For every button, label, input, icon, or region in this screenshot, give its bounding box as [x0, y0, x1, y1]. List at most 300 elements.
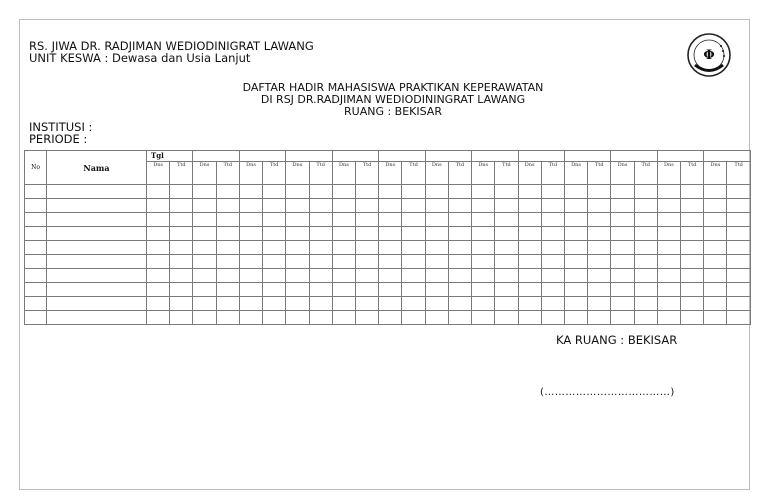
- cell-attendance: [495, 283, 518, 297]
- cell-no: [25, 283, 47, 297]
- table-row: [25, 199, 751, 213]
- cell-attendance: [216, 213, 239, 227]
- cell-attendance: [588, 283, 611, 297]
- cell-attendance: [727, 311, 750, 325]
- cell-attendance: [216, 283, 239, 297]
- cell-attendance: [611, 241, 634, 255]
- cell-attendance: [657, 255, 680, 269]
- cell-attendance: [309, 241, 332, 255]
- cell-attendance: [541, 311, 564, 325]
- cell-attendance: [355, 311, 378, 325]
- cell-attendance: [588, 311, 611, 325]
- date-header-cell: [518, 151, 564, 162]
- cell-attendance: [379, 297, 402, 311]
- cell-attendance: [309, 283, 332, 297]
- cell-attendance: [448, 269, 471, 283]
- cell-attendance: [170, 227, 193, 241]
- cell-nama: [47, 311, 147, 325]
- cell-attendance: [425, 283, 448, 297]
- cell-attendance: [518, 297, 541, 311]
- date-header-cell: [472, 151, 518, 162]
- cell-attendance: [727, 185, 750, 199]
- cell-attendance: [541, 297, 564, 311]
- cell-attendance: [170, 255, 193, 269]
- date-header-cell: [239, 151, 285, 162]
- cell-attendance: [402, 297, 425, 311]
- cell-attendance: [239, 297, 262, 311]
- date-header-cell: [657, 151, 703, 162]
- cell-attendance: [681, 227, 704, 241]
- cell-attendance: [170, 269, 193, 283]
- cell-attendance: [727, 297, 750, 311]
- cell-no: [25, 213, 47, 227]
- cell-attendance: [681, 241, 704, 255]
- cell-attendance: [472, 185, 495, 199]
- cell-attendance: [611, 213, 634, 227]
- cell-attendance: [309, 269, 332, 283]
- cell-attendance: [541, 185, 564, 199]
- cell-attendance: [332, 283, 355, 297]
- cell-attendance: [704, 199, 727, 213]
- cell-attendance: [402, 213, 425, 227]
- cell-attendance: [239, 185, 262, 199]
- cell-attendance: [448, 255, 471, 269]
- cell-attendance: [309, 185, 332, 199]
- cell-attendance: [681, 199, 704, 213]
- cell-attendance: [355, 199, 378, 213]
- column-header-tgl: Tgl: [147, 151, 193, 162]
- cell-nama: [47, 213, 147, 227]
- subheader-ttd: Ttd: [727, 162, 750, 185]
- cell-attendance: [355, 283, 378, 297]
- cell-attendance: [216, 241, 239, 255]
- cell-attendance: [681, 283, 704, 297]
- cell-attendance: [309, 227, 332, 241]
- cell-attendance: [564, 241, 587, 255]
- cell-attendance: [564, 213, 587, 227]
- cell-attendance: [634, 297, 657, 311]
- cell-attendance: [611, 185, 634, 199]
- cell-attendance: [518, 213, 541, 227]
- title-line-2: DI RSJ DR.RADJIMAN WEDIODININGRAT LAWANG: [260, 93, 526, 106]
- cell-nama: [47, 199, 147, 213]
- cell-attendance: [263, 185, 286, 199]
- cell-attendance: [611, 227, 634, 241]
- cell-attendance: [681, 213, 704, 227]
- cell-attendance: [402, 269, 425, 283]
- cell-attendance: [170, 283, 193, 297]
- subheader-dns: Dns: [147, 162, 170, 185]
- subheader-dns: Dns: [286, 162, 309, 185]
- subheader-ttd: Ttd: [263, 162, 286, 185]
- institusi-label: INSTITUSI :: [29, 120, 93, 134]
- column-header-nama: Nama: [47, 151, 147, 185]
- cell-attendance: [170, 199, 193, 213]
- cell-attendance: [193, 185, 216, 199]
- cell-attendance: [611, 255, 634, 269]
- cell-attendance: [681, 185, 704, 199]
- cell-attendance: [634, 269, 657, 283]
- cell-attendance: [332, 185, 355, 199]
- cell-attendance: [355, 213, 378, 227]
- cell-attendance: [239, 311, 262, 325]
- cell-attendance: [634, 283, 657, 297]
- cell-attendance: [727, 269, 750, 283]
- cell-nama: [47, 185, 147, 199]
- cell-attendance: [634, 241, 657, 255]
- subheader-ttd: Ttd: [355, 162, 378, 185]
- cell-attendance: [495, 241, 518, 255]
- cell-attendance: [147, 241, 170, 255]
- cell-attendance: [402, 185, 425, 199]
- date-header-cell: [286, 151, 332, 162]
- cell-attendance: [216, 269, 239, 283]
- cell-attendance: [263, 213, 286, 227]
- cell-attendance: [425, 269, 448, 283]
- subheader-ttd: Ttd: [448, 162, 471, 185]
- cell-attendance: [541, 227, 564, 241]
- cell-attendance: [657, 283, 680, 297]
- cell-attendance: [239, 199, 262, 213]
- cell-attendance: [472, 227, 495, 241]
- cell-attendance: [472, 255, 495, 269]
- cell-attendance: [193, 241, 216, 255]
- cell-attendance: [286, 311, 309, 325]
- table-row: [25, 255, 751, 269]
- subheader-ttd: Ttd: [681, 162, 704, 185]
- cell-attendance: [379, 269, 402, 283]
- cell-attendance: [472, 311, 495, 325]
- date-header-cell: [425, 151, 471, 162]
- date-header-cell: [704, 151, 750, 162]
- unit-name: UNIT KESWA : Dewasa dan Usia Lanjut: [29, 51, 251, 65]
- cell-attendance: [332, 213, 355, 227]
- subheader-dns: Dns: [518, 162, 541, 185]
- table-row: [25, 283, 751, 297]
- cell-attendance: [657, 185, 680, 199]
- cell-attendance: [564, 283, 587, 297]
- cell-attendance: [286, 283, 309, 297]
- cell-attendance: [170, 297, 193, 311]
- cell-attendance: [263, 269, 286, 283]
- cell-attendance: [216, 311, 239, 325]
- cell-attendance: [355, 241, 378, 255]
- cell-attendance: [611, 297, 634, 311]
- cell-attendance: [263, 283, 286, 297]
- subheader-dns: Dns: [704, 162, 727, 185]
- cell-attendance: [263, 255, 286, 269]
- cell-attendance: [727, 213, 750, 227]
- cell-attendance: [379, 213, 402, 227]
- cell-attendance: [332, 311, 355, 325]
- cell-attendance: [379, 185, 402, 199]
- cell-attendance: [681, 269, 704, 283]
- date-header-cell: [332, 151, 378, 162]
- cell-attendance: [588, 185, 611, 199]
- cell-no: [25, 185, 47, 199]
- cell-attendance: [216, 185, 239, 199]
- date-header-cell: [611, 151, 657, 162]
- cell-attendance: [193, 227, 216, 241]
- cell-attendance: [704, 311, 727, 325]
- cell-attendance: [402, 311, 425, 325]
- subheader-dns: Dns: [193, 162, 216, 185]
- cell-attendance: [634, 199, 657, 213]
- subheader-ttd: Ttd: [541, 162, 564, 185]
- cell-attendance: [588, 213, 611, 227]
- cell-attendance: [170, 213, 193, 227]
- cell-attendance: [402, 199, 425, 213]
- table-row: [25, 227, 751, 241]
- cell-attendance: [286, 199, 309, 213]
- cell-attendance: [611, 311, 634, 325]
- cell-no: [25, 297, 47, 311]
- cell-attendance: [379, 311, 402, 325]
- cell-attendance: [588, 269, 611, 283]
- cell-attendance: [588, 241, 611, 255]
- cell-attendance: [541, 283, 564, 297]
- cell-attendance: [681, 297, 704, 311]
- cell-nama: [47, 297, 147, 311]
- cell-no: [25, 241, 47, 255]
- cell-attendance: [239, 241, 262, 255]
- cell-attendance: [216, 227, 239, 241]
- cell-attendance: [657, 311, 680, 325]
- cell-attendance: [216, 199, 239, 213]
- cell-attendance: [657, 199, 680, 213]
- cell-attendance: [147, 297, 170, 311]
- cell-attendance: [588, 199, 611, 213]
- table-row: [25, 297, 751, 311]
- cell-attendance: [448, 227, 471, 241]
- cell-attendance: [402, 227, 425, 241]
- cell-attendance: [425, 297, 448, 311]
- cell-attendance: [193, 311, 216, 325]
- cell-attendance: [495, 199, 518, 213]
- cell-attendance: [286, 185, 309, 199]
- table-row: [25, 185, 751, 199]
- cell-nama: [47, 255, 147, 269]
- cell-attendance: [704, 255, 727, 269]
- cell-attendance: [541, 213, 564, 227]
- cell-attendance: [564, 269, 587, 283]
- cell-attendance: [147, 269, 170, 283]
- hospital-seal-icon: [686, 32, 732, 78]
- cell-attendance: [263, 297, 286, 311]
- cell-attendance: [402, 241, 425, 255]
- cell-attendance: [147, 283, 170, 297]
- cell-attendance: [309, 297, 332, 311]
- cell-attendance: [634, 185, 657, 199]
- cell-attendance: [495, 185, 518, 199]
- subheader-dns: Dns: [332, 162, 355, 185]
- cell-attendance: [541, 255, 564, 269]
- cell-attendance: [355, 185, 378, 199]
- cell-nama: [47, 241, 147, 255]
- cell-attendance: [332, 269, 355, 283]
- cell-attendance: [495, 311, 518, 325]
- cell-attendance: [147, 199, 170, 213]
- cell-attendance: [611, 269, 634, 283]
- cell-attendance: [681, 255, 704, 269]
- cell-attendance: [147, 213, 170, 227]
- cell-attendance: [588, 227, 611, 241]
- cell-attendance: [541, 199, 564, 213]
- cell-attendance: [564, 255, 587, 269]
- cell-attendance: [518, 199, 541, 213]
- cell-attendance: [588, 255, 611, 269]
- cell-attendance: [704, 297, 727, 311]
- cell-attendance: [611, 199, 634, 213]
- date-header-cell: [564, 151, 610, 162]
- cell-attendance: [216, 297, 239, 311]
- cell-attendance: [193, 213, 216, 227]
- subheader-ttd: Ttd: [216, 162, 239, 185]
- cell-attendance: [448, 311, 471, 325]
- cell-attendance: [286, 269, 309, 283]
- subheader-dns: Dns: [472, 162, 495, 185]
- cell-attendance: [170, 241, 193, 255]
- cell-attendance: [239, 269, 262, 283]
- cell-nama: [47, 269, 147, 283]
- cell-attendance: [147, 227, 170, 241]
- cell-attendance: [332, 255, 355, 269]
- table-row: [25, 241, 751, 255]
- cell-attendance: [518, 241, 541, 255]
- cell-attendance: [634, 255, 657, 269]
- cell-attendance: [425, 185, 448, 199]
- cell-attendance: [332, 227, 355, 241]
- cell-attendance: [657, 297, 680, 311]
- cell-no: [25, 269, 47, 283]
- cell-attendance: [332, 241, 355, 255]
- cell-attendance: [170, 185, 193, 199]
- cell-attendance: [355, 227, 378, 241]
- cell-attendance: [704, 269, 727, 283]
- subheader-ttd: Ttd: [634, 162, 657, 185]
- cell-attendance: [727, 241, 750, 255]
- column-header-no: No: [25, 151, 47, 185]
- cell-attendance: [472, 283, 495, 297]
- hospital-name: RS. JIWA DR. RADJIMAN WEDIODINIGRAT LAWANG: [29, 39, 314, 53]
- subheader-dns: Dns: [425, 162, 448, 185]
- cell-attendance: [286, 227, 309, 241]
- cell-attendance: [379, 227, 402, 241]
- cell-attendance: [425, 199, 448, 213]
- cell-attendance: [263, 199, 286, 213]
- cell-attendance: [263, 311, 286, 325]
- table-row: [25, 213, 751, 227]
- table-row: [25, 311, 751, 325]
- svg-text:Φ: Φ: [703, 48, 715, 63]
- cell-attendance: [472, 241, 495, 255]
- cell-no: [25, 255, 47, 269]
- cell-attendance: [402, 255, 425, 269]
- cell-attendance: [193, 269, 216, 283]
- subheader-ttd: Ttd: [588, 162, 611, 185]
- cell-attendance: [379, 283, 402, 297]
- cell-no: [25, 199, 47, 213]
- subheader-dns: Dns: [379, 162, 402, 185]
- cell-attendance: [263, 227, 286, 241]
- cell-attendance: [448, 241, 471, 255]
- cell-attendance: [239, 227, 262, 241]
- cell-attendance: [727, 255, 750, 269]
- cell-attendance: [564, 297, 587, 311]
- cell-attendance: [541, 269, 564, 283]
- cell-attendance: [425, 213, 448, 227]
- cell-attendance: [193, 255, 216, 269]
- cell-no: [25, 227, 47, 241]
- cell-attendance: [495, 213, 518, 227]
- cell-attendance: [263, 241, 286, 255]
- cell-attendance: [634, 311, 657, 325]
- subheader-dns: Dns: [657, 162, 680, 185]
- title-line-1: DAFTAR HADIR MAHASISWA PRAKTIKAN KEPERAWATAN: [242, 81, 544, 94]
- cell-attendance: [634, 213, 657, 227]
- date-header-cell: [193, 151, 239, 162]
- cell-attendance: [286, 241, 309, 255]
- signature-line: (………………………………): [540, 387, 675, 398]
- cell-attendance: [634, 227, 657, 241]
- cell-attendance: [402, 283, 425, 297]
- cell-attendance: [495, 297, 518, 311]
- cell-attendance: [704, 283, 727, 297]
- cell-attendance: [564, 311, 587, 325]
- subheader-ttd: Ttd: [402, 162, 425, 185]
- subheader-ttd: Ttd: [495, 162, 518, 185]
- cell-attendance: [216, 255, 239, 269]
- cell-attendance: [611, 283, 634, 297]
- cell-attendance: [286, 297, 309, 311]
- cell-attendance: [564, 227, 587, 241]
- date-header-cell: [379, 151, 425, 162]
- cell-attendance: [518, 311, 541, 325]
- cell-attendance: [170, 311, 193, 325]
- cell-attendance: [425, 255, 448, 269]
- cell-attendance: [472, 213, 495, 227]
- cell-attendance: [518, 185, 541, 199]
- cell-attendance: [472, 269, 495, 283]
- cell-attendance: [472, 297, 495, 311]
- cell-nama: [47, 283, 147, 297]
- cell-attendance: [332, 199, 355, 213]
- periode-label: PERIODE :: [29, 132, 88, 146]
- cell-attendance: [588, 297, 611, 311]
- cell-attendance: [727, 227, 750, 241]
- cell-attendance: [727, 199, 750, 213]
- cell-attendance: [425, 241, 448, 255]
- cell-nama: [47, 227, 147, 241]
- subheader-dns: Dns: [564, 162, 587, 185]
- cell-attendance: [355, 297, 378, 311]
- cell-attendance: [239, 213, 262, 227]
- cell-attendance: [332, 297, 355, 311]
- cell-attendance: [309, 255, 332, 269]
- cell-attendance: [286, 213, 309, 227]
- cell-attendance: [193, 199, 216, 213]
- subheader-dns: Dns: [239, 162, 262, 185]
- cell-attendance: [379, 199, 402, 213]
- cell-attendance: [425, 227, 448, 241]
- cell-attendance: [286, 255, 309, 269]
- cell-attendance: [193, 297, 216, 311]
- cell-attendance: [309, 213, 332, 227]
- cell-attendance: [448, 199, 471, 213]
- subheader-ttd: Ttd: [309, 162, 332, 185]
- cell-attendance: [239, 255, 262, 269]
- cell-attendance: [355, 269, 378, 283]
